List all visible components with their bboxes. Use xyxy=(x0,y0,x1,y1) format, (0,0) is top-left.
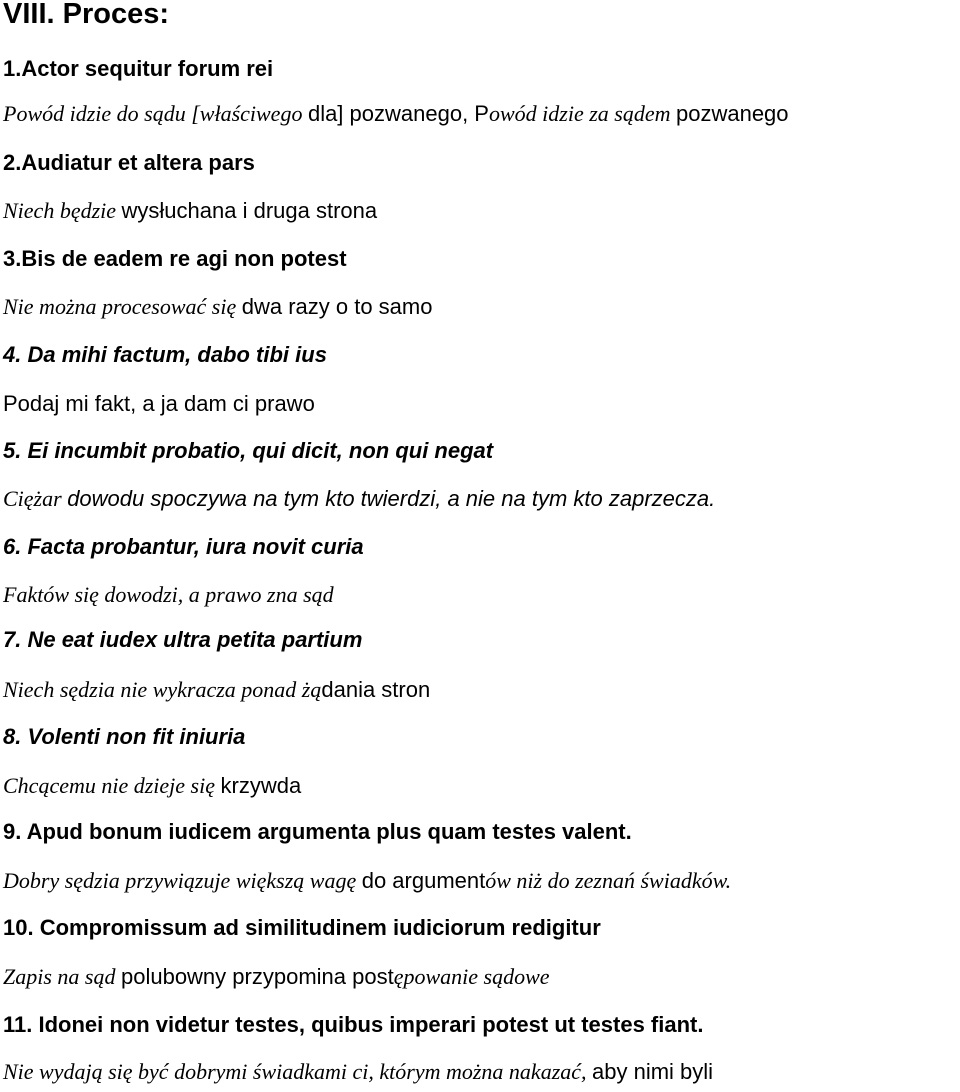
maxim-latin-9: 9. Apud bonum iudicem argumenta plus quam testes valent. xyxy=(3,819,632,844)
translation-text: Chcącemu nie dzieje się xyxy=(3,773,221,798)
translation-text: Niech będzie xyxy=(3,198,122,223)
maxim-translation-3 xyxy=(3,292,432,322)
translation-text: dwa razy o to samo xyxy=(241,294,433,319)
maxim-translation-9 xyxy=(3,866,731,896)
maxim-translation-8 xyxy=(3,771,301,801)
translation-text: Niech sędzia nie wykracza ponad żą xyxy=(3,677,322,702)
translation-text: Ciężar xyxy=(3,486,68,511)
translation-text: owód idzie za sądem xyxy=(488,101,676,126)
translation-text: krzywda xyxy=(220,773,302,798)
maxim-latin-1: 1.Actor sequitur forum rei xyxy=(3,56,274,81)
translation-text: polubowny przypomina post xyxy=(120,964,394,989)
translation-text: ępowanie sądowe xyxy=(393,964,550,989)
translation-text: Faktów się dowodzi, a prawo zna sąd xyxy=(3,582,334,607)
translation-text: aby nimi byli xyxy=(592,1059,714,1084)
maxim-latin-10: 10. Compromissum ad similitudinem iudiciorum redigitur xyxy=(3,915,601,940)
maxim-translation-4 xyxy=(3,389,315,419)
translation-text: dowodu spoczywa na tym kto twierdzi, a nie na tym kto zaprzecza. xyxy=(67,486,716,511)
translation-text: do argument xyxy=(361,868,486,893)
maxim-translation-10 xyxy=(3,962,550,992)
maxim-translation-7 xyxy=(3,675,430,705)
maxim-latin-5: 5. Ei incumbit probatio, qui dicit, non qui negat xyxy=(3,438,494,463)
maxim-latin-8: 8. Volenti non fit iniuria xyxy=(3,724,246,749)
translation-text: Podaj mi fakt, a ja dam ci prawo xyxy=(3,391,315,416)
maxim-latin-4: 4. Da mihi factum, dabo tibi ius xyxy=(3,342,327,367)
translation-text: pozwanego xyxy=(675,101,789,126)
maxim-latin-3: 3.Bis de eadem re agi non potest xyxy=(3,246,347,271)
translation-text: wysłuchana i druga strona xyxy=(121,198,378,223)
translation-text: dania stron xyxy=(321,677,431,702)
translation-text: ów niż do zeznań świadków. xyxy=(485,868,732,893)
translation-text: Powód idzie do sądu [właściwego xyxy=(3,101,308,126)
maxim-translation-11 xyxy=(3,1057,713,1087)
maxim-translation-1 xyxy=(3,99,789,129)
maxim-latin-11: 11. Idonei non videtur testes, quibus imperari potest ut testes fiant. xyxy=(3,1012,704,1037)
translation-text: Dobry sędzia przywiązuje większą wagę xyxy=(3,868,362,893)
translation-text: Nie można procesować się xyxy=(3,294,242,319)
translation-text: Nie wydają się być dobrymi świadkami ci, którym można nakazać, xyxy=(3,1059,593,1084)
maxim-latin-2: 2.Audiatur et altera pars xyxy=(3,150,255,175)
maxim-latin-6: 6. Facta probantur, iura novit curia xyxy=(3,534,364,559)
maxim-translation-2 xyxy=(3,196,377,226)
maxim-translation-6 xyxy=(3,580,334,610)
maxim-translation-5 xyxy=(3,484,715,514)
section-title: VIII. Proces: xyxy=(3,0,170,30)
maxim-latin-7: 7. Ne eat iudex ultra petita partium xyxy=(3,627,363,652)
translation-text: Zapis na sąd xyxy=(3,964,121,989)
translation-text: dla] pozwanego, P xyxy=(307,101,489,126)
